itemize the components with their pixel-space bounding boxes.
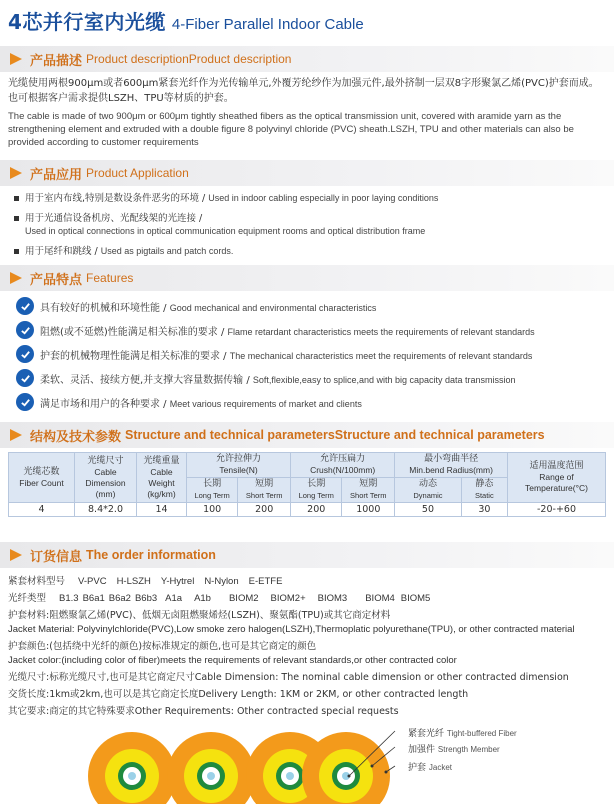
list-item [16,294,606,318]
item-zh: 护套的机械物理性能满足相关标准的要求 / [40,350,230,362]
triangle-marker-icon [10,167,22,179]
item-en: Flame retardant characteristics meets the requirements of relevant standards [227,326,535,337]
item-en: The mechanical characteristics meet the requirements of relevant standards [229,350,533,361]
fiber-type: BIOM2 [228,593,259,604]
header-tensile: 允许拉伸力 Tensile(N) [187,453,291,478]
header-bend: 最小弯曲半径 Min.bend Radius(mm) [395,453,508,478]
fiber-type: B1.3 [59,593,79,604]
check-circle-icon [16,393,34,411]
fiber-type: A1a [165,593,183,604]
page-title [8,6,364,32]
fiber-type: BIOM2+ [270,593,306,604]
fiber-type: B6b3 [134,593,158,604]
triangle-marker-icon [10,272,22,284]
title-zh: 4芯并行室内光缆 [8,10,166,34]
header-temperature: 适用温度范围 Range of Temperature(°C) [508,453,606,503]
triangle-marker-icon [10,53,22,65]
section-title-zh: 产品特点 [30,272,83,288]
cell-crush-long: 200 [291,503,342,517]
item-en: Good mechanical and environmental characteristics [169,302,377,313]
order-info [8,575,608,719]
section-title-en: The order information [86,548,216,562]
features-list [16,294,606,414]
item-en: Meet various requirements of market and clients [169,398,362,409]
jacket-color-en: Jacket color:(including color of fiber)meets the requirements of relevant standards,or other contracted color [8,655,457,666]
fiber-type: BIOM4 [365,593,395,604]
list-item [14,212,604,238]
header-short-term: 短期 Short Term [342,478,395,503]
section-title-zh: 产品应用 [30,167,83,183]
list-item [16,390,606,414]
item-en: Used as pigtails and patch cords. [100,246,234,256]
cell-dimension: 8.4*2.0 [75,503,137,517]
fiber-type: BIOM5 [400,593,431,604]
header-long-term: 长期 Long Term [187,478,238,503]
cell-temperature: -20-+60 [508,503,606,517]
bullet-square-icon [14,216,19,221]
list-item [14,245,604,258]
item-zh: 满足市场和用户的各种要求 / [40,398,170,410]
jacket-type: E-ETFE [248,576,283,587]
header-dynamic: 动态 Dynamic [395,478,462,503]
section-title-en: Product descriptionProduct description [86,52,292,66]
section-application-header [0,160,614,186]
check-circle-icon [16,345,34,363]
cell-bend-dynamic: 50 [395,503,462,517]
list-item [16,342,606,366]
header-weight: 光缆重量 Cable Weight (kg/km) [137,453,187,503]
length-line: 交货长度:1km或2km,也可以是其它商定长度Delivery Length: 1KM or 2KM, or other contracted length [8,689,469,700]
check-circle-icon [16,369,34,387]
section-title-zh: 产品描述 [30,53,83,69]
section-features-header [0,265,614,291]
jacket-types-row [8,575,608,589]
item-zh: 柔软、灵活、接续方便,并支撑大容量数据传输 / [40,374,253,386]
legend-tight-buffered: 紧套光纤 Tight-buffered Fiber [408,729,517,739]
section-order-header [0,542,614,568]
header-crush: 允许压扁力 Crush(N/100mm) [291,453,395,478]
jacket-types-label: 紧套材料型号 [8,576,66,587]
header-dimension: 光缆尺寸 Cable Dimension (mm) [75,453,137,503]
jacket-type: V-PVC [78,576,107,587]
check-circle-icon [16,297,34,315]
description-text-zh: 光缆使用两根900μm或者600μm紧套光纤作为光传输单元,外覆芳纶纱作为加强元件,最外挤制一层双8字形聚氯乙烯(PVC)护套而成。也可根据客户需求提供LSZH、TPU等材质的护套。 [8,78,599,104]
legend-strength-member: 加强件 Strength Member [408,745,500,755]
header-fiber-count: 光缆芯数 Fiber Count [9,453,75,503]
dimension-line: 光缆尺寸:标称光缆尺寸,也可是其它商定尺寸Cable Dimension: The nominal cable dimension or other contracted dimension [8,672,569,683]
other-line: 其它要求:商定的其它特殊要求Other Requirements: Other contracted special requests [8,706,399,717]
item-zh: 用于尾纤和跳线 / [25,246,101,257]
bullet-square-icon [14,196,19,201]
spec-table [8,452,606,517]
fiber-type: A1b [194,593,211,604]
triangle-marker-icon [10,549,22,561]
header-short-term: 短期 Short Term [238,478,291,503]
bullet-square-icon [14,249,19,254]
jacket-material-en: Jacket Material: Polyvinylchloride(PVC),Low smoke zero halogen(LSZH),Thermoplatic polyurethane(TPU), or other contracted material [8,624,575,635]
section-title-en: Features [86,271,134,285]
cell-bend-static: 30 [461,503,507,517]
item-en: Used in optical connections in optical communication equipment rooms and optical distribution frame [25,226,426,236]
item-zh: 具有较好的机械和环境性能 / [40,302,170,314]
jacket-color-zh: 护套颜色:(包括绕中光纤的颜色)按标准规定的颜色,也可是其它商定的颜色 [8,641,317,652]
section-title-zh: 结构及技术参数 [30,429,122,445]
section-title-en: Product Application [86,166,189,180]
cell-fiber-count: 4 [9,503,75,517]
jacket-type: H-LSZH [116,576,151,587]
table-row [9,503,606,517]
cell-tensile-long: 100 [187,503,238,517]
application-list [14,192,604,265]
header-long-term: 长期 Long Term [291,478,342,503]
section-description-header [0,46,614,72]
cell-weight: 14 [137,503,187,517]
legend-jacket: 护套 Jacket [408,763,453,773]
fiber-type: B6a1 [82,593,105,604]
header-static: 静态 Static [461,478,507,503]
section-title-en: Structure and technical parametersStructure and technical parameters [125,428,545,442]
triangle-marker-icon [10,429,22,441]
cell-crush-short: 1000 [342,503,395,517]
fiber-type: BIOM3 [317,593,348,604]
jacket-type: N-Nylon [204,576,239,587]
fiber-types-label: 光纤类型 [8,593,47,604]
item-zh: 用于室内布线,特别是数设条件恶劣的环境 / [25,193,209,204]
item-zh: 用于光通信设备机房、光配线架的光连接 / [25,213,203,224]
title-en: 4-Fiber Parallel Indoor Cable [171,16,364,33]
fiber-types-row [8,592,608,606]
list-item [16,366,606,390]
section-title-zh: 订货信息 [30,549,83,565]
leader-lines [0,722,614,804]
check-circle-icon [16,321,34,339]
list-item [16,318,606,342]
jacket-material-zh: 护套材料:阻燃聚氯乙烯(PVC)、低烟无卤阻燃聚烯烃(LSZH)、聚氨酯(TPU)或其它商定材料 [8,610,391,621]
item-en: Soft,flexible,easy to splice,and with big capacity data transmission [252,374,516,385]
item-zh: 阻燃(或不延燃)性能满足相关标准的要求 / [40,326,228,338]
section-spec-header [0,422,614,448]
cable-cross-section [0,722,614,804]
cell-tensile-short: 200 [238,503,291,517]
jacket-type: Y-Hytrel [160,576,195,587]
item-en: Used in indoor cabling especially in poor laying conditions [208,193,439,203]
fiber-type: B6a2 [108,593,131,604]
description-text-en: The cable is made of two 900μm or 600μm tightly sheathed fibers as the optical transmission unit, covered with aramide yarn as the strengthening element and extruded with a double figure 8 polyvinyl chloride (PVC) sheath.LSZH, TPU and other materials can also be provided according to customer requirements [8,111,574,148]
list-item [14,192,604,205]
